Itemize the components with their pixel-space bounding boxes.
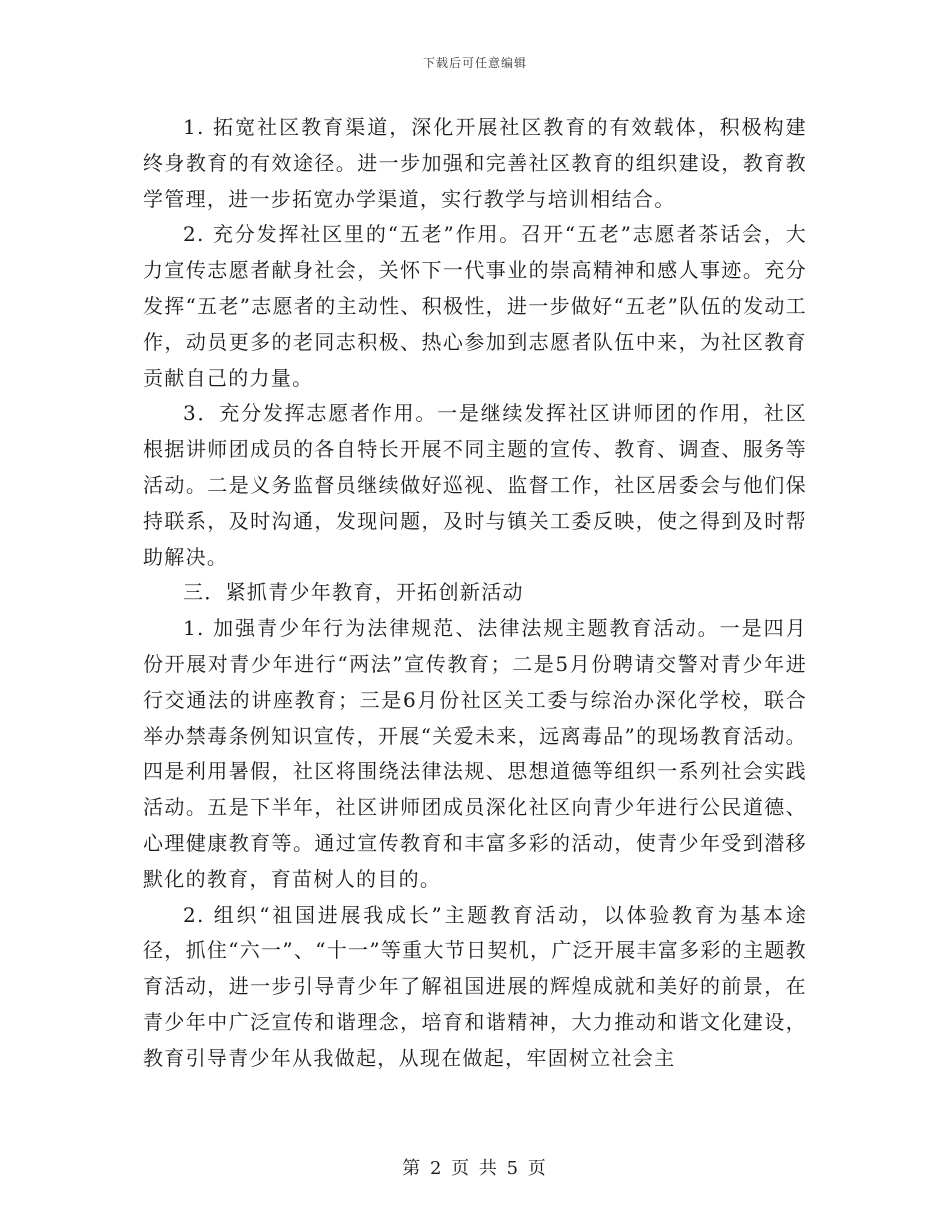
document-body [143,110,807,1077]
paragraph-volunteer-role: 3．充分发挥志愿者作用。一是继续发挥社区讲师团的作用，社区根据讲师团成员的各自特长开展不同主题的宣传、教育、调查、服务等活动。二是义务监督员继续做好巡视、监督工作，社区居委会与他们保持联系，及时沟通，发现问题，及时与镇关工委反映，使之得到及时帮助解决。 [143,401,807,569]
page-number-footer: 第 2 页 共 5 页 [402,1158,548,1179]
paragraph-community-education-channels: 1. 拓宽社区教育渠道，深化开展社区教育的有效载体，积极构建终身教育的有效途径。进一步加强和完善社区教育的组织建设，教育教学管理，进一步拓宽办学渠道，实行教学与培训相结合。 [143,115,807,211]
paragraph-motherland-growth-activity: 2. 组织“祖国进展我成长”主题教育活动，以体验教育为基本途径，抓住“六一”、“十一”等重大节日契机，广泛开展丰富多彩的主题教育活动，进一步引导青少年了解祖国进展的辉煌成就和美好的前景，在青少年中广泛宣传和谐理念，培育和谐精神，大力推动和谐文化建设，教育引导青少年从我做起，从现在做起，牢固树立社会主 [143,902,807,1070]
page-header-note: 下载后可任意编辑 [422,56,527,70]
paragraph-five-elders-role: 2. 充分发挥社区里的“五老”作用。召开“五老”志愿者茶话会，大力宣传志愿者献身社会，关怀下一代事业的崇高精神和感人事迹。充分发挥“五老”志愿者的主动性、积极性，进一步做好“五老”队伍的发动工作，动员更多的老同志积极、热心参加到志愿者队伍中来，为社区教育贡献自己的力量。 [143,222,807,390]
section-heading-youth-education: 三．紧抓青少年教育，开拓创新活动 [183,580,524,605]
paragraph-youth-legal-education: 1. 加强青少年行为法律规范、法律法规主题教育活动。一是四月份开展对青少年进行“两法”宣传教育；二是5月份聘请交警对青少年进行交通法的讲座教育；三是6月份社区关工委与综治办深化学校，联合举办禁毒条例知识宣传，开展“关爱未来，远离毒品”的现场教育活动。四是利用暑假，社区将围绕法律法规、思想道德等组织一系列社会实践活动。五是下半年，社区讲师团成员深化社区向青少年进行公民道德、心理健康教育等。通过宣传教育和丰富多彩的活动，使青少年受到潜移默化的教育，育苗树人的目的。 [143,616,807,891]
